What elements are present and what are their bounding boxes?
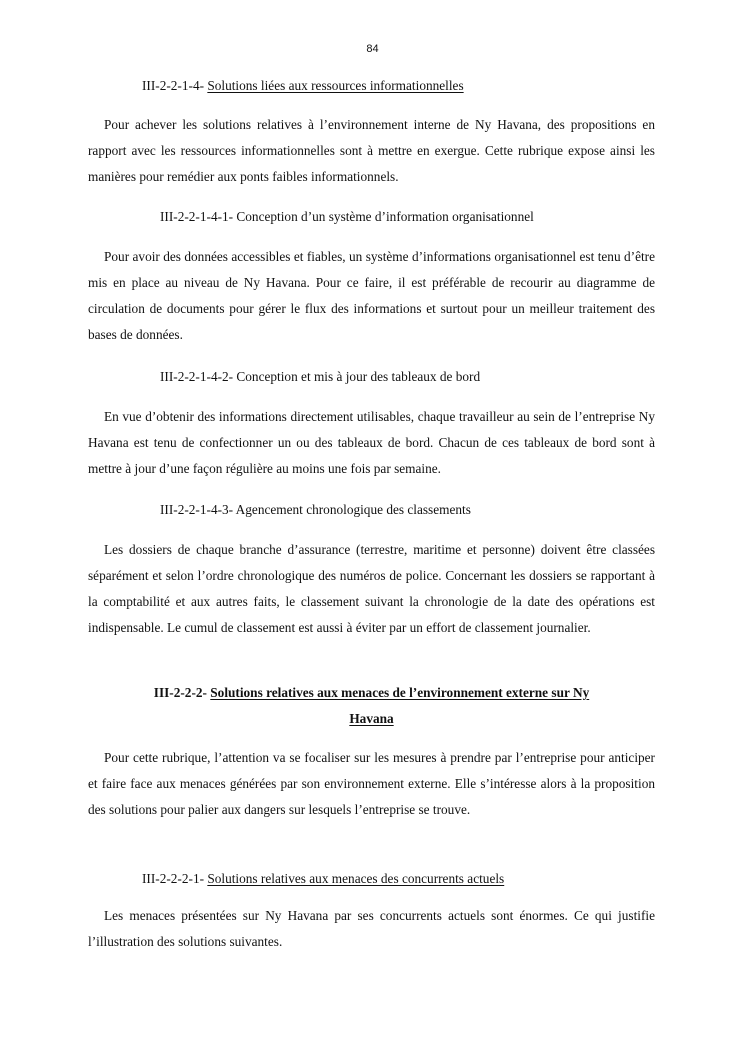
subsection-heading-4-1: III-2-2-1-4-1- Conception d’un système d’information organisationnel xyxy=(160,209,534,224)
section-2-2-2-block xyxy=(88,745,655,823)
section-title: Solutions liées aux ressources informationnelles xyxy=(207,78,464,93)
page-number: 84 xyxy=(366,43,379,55)
section-number: III-2-2-1-4- xyxy=(142,78,208,93)
section-2-2-2-paragraph: Pour cette rubrique, l’attention va se focaliser sur les mesures à prendre par l’entreprise pour anticiper et faire face aux menaces générées par son environnement externe. Elle s’intéresse alors à la proposition des solutions pour palier aux dangers sur lesquels l’entreprise se trouve. xyxy=(88,750,655,817)
section-heading-line-1 xyxy=(88,680,655,706)
subsection-4-3-block xyxy=(88,537,655,641)
subsection-heading-4-3: III-2-2-1-4-3- Agencement chronologique des classements xyxy=(160,502,471,517)
section-heading-2-2-1-4 xyxy=(142,78,464,94)
subsection-4-2-block xyxy=(88,404,655,482)
section-title: Solutions relatives aux menaces des concurrents actuels xyxy=(207,871,505,886)
section-2-2-2-1-paragraph: Les menaces présentées sur Ny Havana par ses concurrents actuels sont énormes. Ce qui justifie l’illustration des solutions suivantes. xyxy=(88,908,655,949)
section-title-line-2: Havana xyxy=(349,711,394,726)
intro-paragraph: Pour achever les solutions relatives à l’environnement interne de Ny Havana, des propositions en rapport avec les ressources informationnelles sont à mettre en exergue. Cette rubrique expose ainsi les manières pour remédier aux ponts faibles informationnels. xyxy=(88,117,655,184)
subsection-4-1-paragraph: Pour avoir des données accessibles et fiables, un système d’informations organisationnel est tenu d’être mis en place au niveau de Ny Havana. Pour ce faire, il est préférable de recourir au diagramme de circulation de documents pour gérer le flux des informations et surtout pour un meilleur traitement des bases de données. xyxy=(88,249,655,342)
subsection-4-2-paragraph: En vue d’obtenir des informations directement utilisables, chaque travailleur au sein de l’entreprise Ny Havana est tenu de confectionner un ou des tableaux de bord. Chacun de ces tableaux de bord sont à mettre à jour d’une façon régulière au moins une fois par semaine. xyxy=(88,409,655,476)
section-number: III-2-2-2- xyxy=(153,685,211,700)
subsection-4-3-paragraph: Les dossiers de chaque branche d’assurance (terrestre, maritime et personne) doivent être classées séparément et selon l’ordre chronologique des numéros de police. Concernant les dossiers se rapportant à la comptabilité et aux autres faits, le classement suivant la chronologie de la date des opérations est indispensable. Le cumul de classement est aussi à éviter par un effort de classement journalier. xyxy=(88,542,655,635)
section-2-2-2-1-block xyxy=(88,903,655,955)
section-heading-2-2-2 xyxy=(88,680,655,732)
section-heading-line-2 xyxy=(88,706,655,732)
intro-paragraph-block xyxy=(88,112,655,190)
subsection-4-1-block xyxy=(88,244,655,348)
subsection-heading-4-2: III-2-2-1-4-2- Conception et mis à jour des tableaux de bord xyxy=(160,369,481,384)
section-heading-2-2-2-1 xyxy=(142,871,504,887)
section-number: III-2-2-2-1- xyxy=(142,871,208,886)
section-title-line-1: Solutions relatives aux menaces de l’environnement externe sur Ny xyxy=(210,685,590,700)
